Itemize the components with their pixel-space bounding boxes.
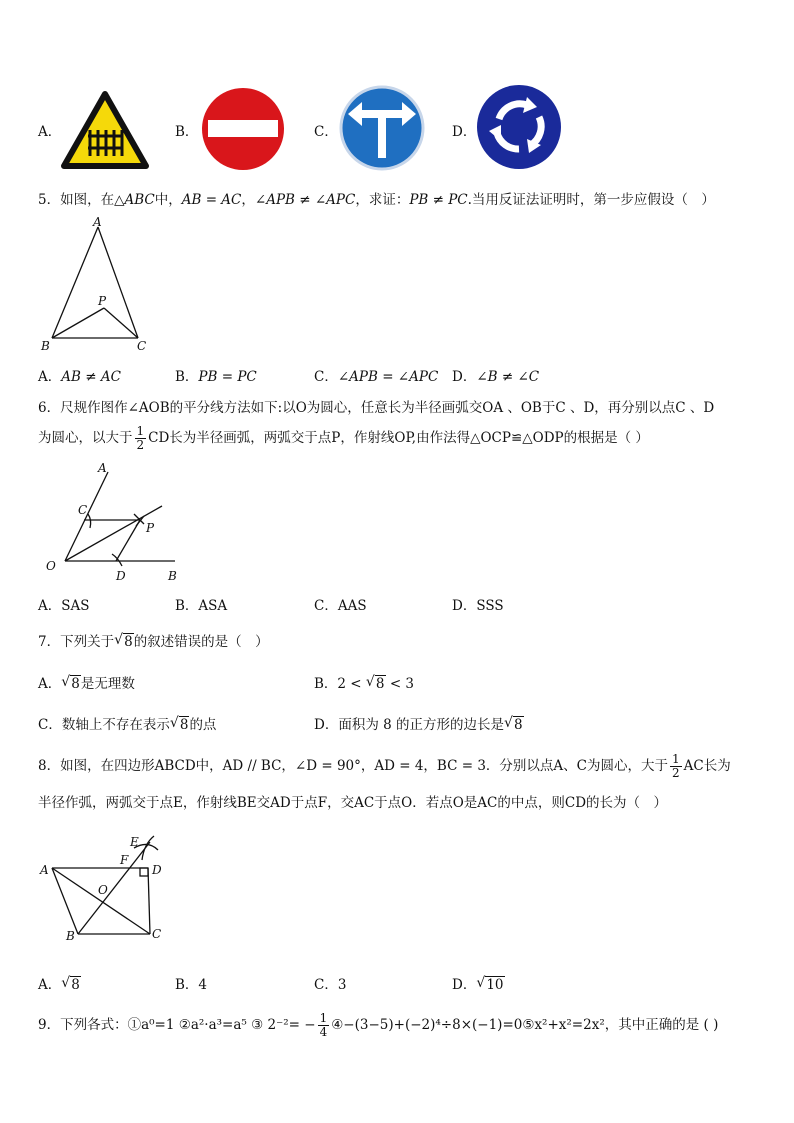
q6-label-o: O (46, 559, 56, 573)
q7-option-a: A．√ 8是无理数 (38, 672, 135, 692)
q6-label-d: D (116, 569, 126, 583)
railway-crossing-warning-sign-icon (60, 90, 150, 170)
q8-option-a: A．√ 8 (38, 973, 81, 993)
q8-stem-line2: 半径作弧，两弧交于点E，作射线BE交AD于点F，交AC于点O．若点O是AC的中点，则CD的长为（ ） (38, 795, 668, 811)
q7-option-d: D．面积为 8 的正方形的边长是√ 8 (314, 713, 524, 733)
q8-label-c: C (152, 927, 162, 941)
q5-option-c: C．∠APB = ∠APC (314, 369, 439, 385)
q6-option-a: A．SAS (38, 598, 90, 614)
q8-quadrilateral-figure (38, 830, 178, 945)
q8-stem-line1: 8．如图，在四边形ABCD中，AD // BC，∠D = 90°，AD = 4，BC = 3．分别以点A、C为圆心，大于 $\frac{1}{2}$ AC长为 (38, 752, 731, 780)
q5-option-b: B．PB = PC (175, 369, 257, 385)
q6-angle-bisector-figure (40, 462, 190, 587)
q6-option-c: C．AAS (314, 598, 367, 614)
q6-label-b: B (168, 569, 177, 583)
q5-label-b: B (41, 339, 50, 353)
q6-option-b: B．ASA (175, 598, 228, 614)
q6-option-d: D．SSS (452, 598, 504, 614)
q8-label-d: D (152, 863, 162, 877)
q4-option-c-letter: C． (314, 124, 338, 140)
q4-option-d-letter: D． (452, 124, 477, 140)
q5-label-c: C (137, 339, 147, 353)
q5-label-p: P (98, 294, 107, 308)
q8-label-e: E (130, 835, 139, 849)
q4-option-b-letter: B． (175, 124, 199, 140)
q6-label-a: A (98, 462, 107, 475)
q5-label-a: A (93, 215, 102, 229)
roundabout-sign-icon (475, 83, 563, 171)
straight-or-left-sign-icon (338, 84, 426, 172)
q5-option-d: D．∠B ≠ ∠C (452, 369, 540, 385)
q8-label-a: A (40, 863, 49, 877)
q8-label-f: F (120, 853, 129, 867)
q6-stem-line1: 6．尺规作图作∠AOB的平分线方法如下:以O为圆心，任意长为半径画弧交OA 、OB于C 、D，再分别以点C 、D (38, 400, 715, 416)
q7-option-c: C．数轴上不存在表示√ 8的点 (38, 713, 216, 733)
q7-stem: 7．下列关于√ 8的叙述错误的是（ ） (38, 630, 269, 650)
q6-label-c: C (78, 503, 88, 517)
q5-triangle-figure (36, 215, 156, 355)
q6-label-p: P (146, 521, 155, 535)
no-entry-sign-icon (200, 86, 286, 172)
q6-stem-line2: 为圆心，以大于 $\frac{1}{2}$ CD长为半径画弧，两弧交于点P，作射线OP,由作法得△OCP≌△ODP的根据是（ ） (38, 424, 649, 452)
q8-option-d: D．√ 10 (452, 973, 505, 993)
q5-stem: 5．如图，在△ABC中，AB = AC，∠APB ≠ ∠APC，求证：PB ≠ PC.当用反证法证明时，第一步应假设（ ） (38, 192, 715, 208)
q5-option-a: A．AB ≠ AC (38, 369, 121, 385)
q8-option-b: B．4 (175, 977, 208, 993)
q8-label-o: O (98, 883, 108, 897)
q9-stem: 9．下列各式：①a⁰=1 ②a²·a³=a⁵ ③ 2⁻²= − $\frac{1}{4}$ ④−(3−5)+(−2)⁴÷8×(−1)=0⑤x²+x²=2x²，其中正确的是 ( ) (38, 1011, 719, 1039)
q7-option-b: B．2 < √ 8 < 3 (314, 672, 414, 692)
q8-label-b: B (66, 929, 75, 943)
q4-option-a-letter: A． (38, 124, 62, 140)
q8-option-c: C．3 (314, 977, 347, 993)
